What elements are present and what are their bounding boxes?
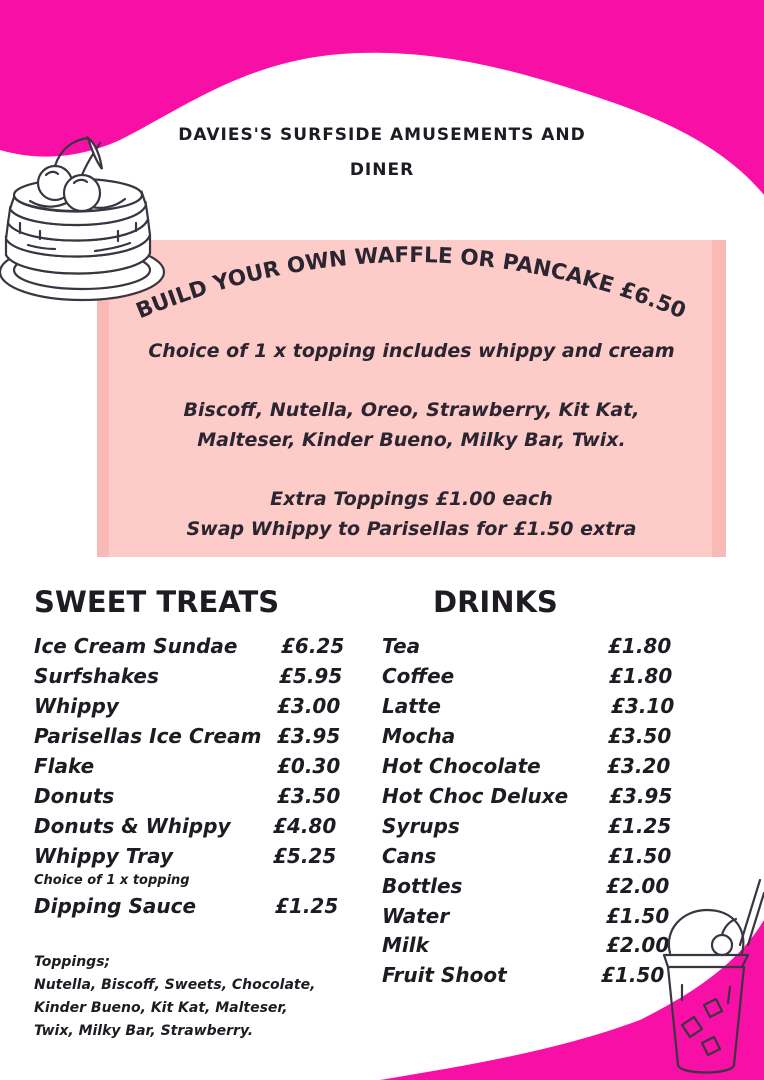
whippy-tray-note: Choice of 1 x topping (34, 873, 190, 888)
drink-item-price: £1.50 (601, 963, 665, 987)
toppings-label: Toppings; (34, 954, 111, 970)
sweet-item-name: Whippy Tray (34, 844, 174, 868)
sweet-item-name: Flake (34, 754, 95, 778)
sweet-item-name: Donuts & Whippy (34, 814, 231, 838)
promo-toppings-line1: Biscoff, Nutella, Oreo, Strawberry, Kit Kat, (183, 399, 640, 421)
sweet-item-price: £3.95 (277, 724, 341, 748)
toppings-line: Kinder Bueno, Kit Kat, Malteser, (34, 1000, 288, 1016)
promo-swap-note: Swap Whippy to Parisellas for £1.50 extra (186, 518, 637, 540)
sweet-item-price: £6.25 (281, 634, 345, 658)
promo-title-arc (100, 230, 720, 340)
drink-item-name: Hot Chocolate (382, 754, 541, 778)
sweet-item-price: £5.25 (273, 844, 337, 868)
sweet-item-price: £0.30 (277, 754, 341, 778)
sweet-item-name: Surfshakes (34, 664, 159, 688)
sweet-item-name: Whippy (34, 694, 119, 718)
toppings-line: Nutella, Biscoff, Sweets, Chocolate, (34, 977, 316, 993)
drink-item-price: £2.00 (606, 874, 670, 898)
sweet-item-name: Ice Cream Sundae (34, 634, 238, 658)
drink-item-price: £3.20 (607, 754, 671, 778)
sweet-item-price: £3.00 (277, 694, 341, 718)
drink-item-price: £1.80 (608, 634, 672, 658)
drinks-title: DRINKS (433, 585, 558, 619)
drink-item-name: Coffee (382, 664, 455, 688)
sweet-item-price: £3.50 (277, 784, 341, 808)
drink-item-name: Milk (382, 933, 429, 957)
drink-item-price: £2.00 (606, 933, 670, 957)
svg-text:BUILD YOUR OWN WAFFLE OR PANCA (133, 243, 690, 324)
sweet-item-name: Donuts (34, 784, 115, 808)
toppings-line: Twix, Milky Bar, Strawberry. (34, 1023, 254, 1039)
sweet-item-name: Parisellas Ice Cream (34, 724, 262, 748)
drink-item-name: Cans (382, 844, 437, 868)
promo-title: BUILD YOUR OWN WAFFLE OR PANCAKE £6.50 (132, 242, 690, 325)
sweet-item-price: £5.95 (279, 664, 343, 688)
diner-name-line2: DINER (349, 160, 415, 180)
drink-item-price: £3.50 (608, 724, 672, 748)
drink-item-name: Syrups (382, 814, 460, 838)
sweet-treats-title: SWEET TREATS (34, 585, 280, 619)
promo-choice: Choice of 1 x topping includes whippy and cream (148, 340, 675, 362)
promo-toppings-line2: Malteser, Kinder Bueno, Milky Bar, Twix. (197, 429, 626, 451)
drink-item-name: Hot Choc Deluxe (382, 784, 569, 808)
promo-extra-toppings: Extra Toppings £1.00 each (270, 488, 553, 510)
drink-item-name: Bottles (382, 874, 463, 898)
drink-item-price: £3.95 (609, 784, 673, 808)
drink-item-price: £3.10 (611, 694, 675, 718)
drink-item-name: Water (382, 904, 450, 928)
drink-item-price: £1.50 (606, 904, 670, 928)
drink-item-name: Mocha (382, 724, 456, 748)
sweet-item-name: Dipping Sauce (34, 894, 197, 918)
sweet-item-price: £4.80 (273, 814, 337, 838)
milkshake-cup-icon (652, 875, 764, 1080)
drink-item-name: Latte (382, 694, 441, 718)
diner-name-line1: DAVIES'S SURFSIDE AMUSEMENTS AND (178, 125, 586, 145)
sweet-item-price: £1.25 (275, 894, 339, 918)
drink-item-price: £1.50 (608, 844, 672, 868)
drink-item-price: £1.25 (608, 814, 672, 838)
drink-item-price: £1.80 (609, 664, 673, 688)
drink-item-name: Fruit Shoot (382, 963, 507, 987)
drink-item-name: Tea (382, 634, 421, 658)
